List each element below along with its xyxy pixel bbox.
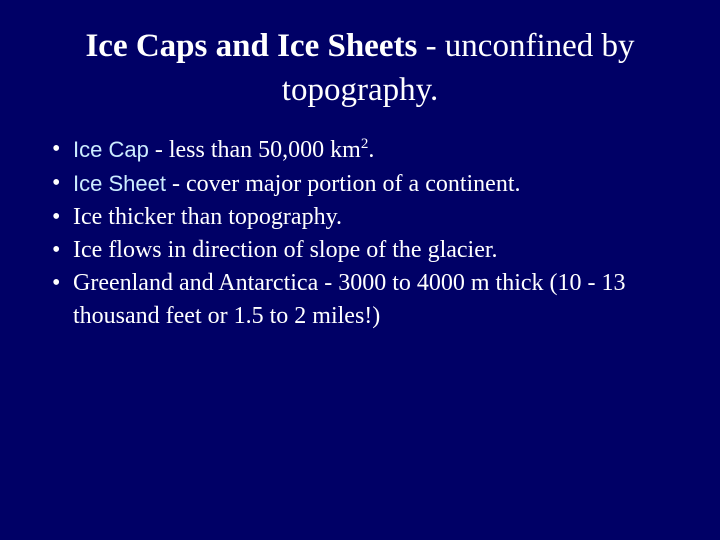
bullet-dot-icon: • xyxy=(52,204,61,230)
superscript: 2 xyxy=(360,136,369,152)
term-ice-cap: Ice Cap xyxy=(73,137,149,162)
bullet-text: Greenland and Antarctica - 3000 to 4000 m thick (10 - 13 thousand feet or 1.5 to 2 miles!) xyxy=(73,270,626,329)
title-bold-part: Ice Caps and Ice Sheets xyxy=(85,28,418,64)
bullet-text: Ice flows in direction of slope of the glacier. xyxy=(73,237,498,263)
bullet-item-ice-sheet xyxy=(52,167,692,201)
bullet-dot-icon: • xyxy=(52,136,61,162)
bullet-text: Ice thicker than topography. xyxy=(73,204,343,230)
bullet-item-greenland-antarctica xyxy=(52,267,692,333)
bullet-item-ice-cap xyxy=(52,133,692,167)
bullet-text: - less than 50,000 km xyxy=(148,137,361,163)
bullet-dot-icon: • xyxy=(52,270,61,296)
slide-title xyxy=(36,24,684,112)
bullet-list xyxy=(52,133,692,333)
bullet-dot-icon: • xyxy=(52,170,61,196)
bullet-tail: . xyxy=(368,137,375,163)
bullet-text: - cover major portion of a continent. xyxy=(165,171,521,197)
title-rest-part: - unconfined by topography. xyxy=(281,28,635,108)
bullet-item-thickness xyxy=(52,201,692,234)
term-ice-sheet: Ice Sheet xyxy=(73,171,166,196)
bullet-item-flow xyxy=(52,234,692,267)
bullet-dot-icon: • xyxy=(52,237,61,263)
